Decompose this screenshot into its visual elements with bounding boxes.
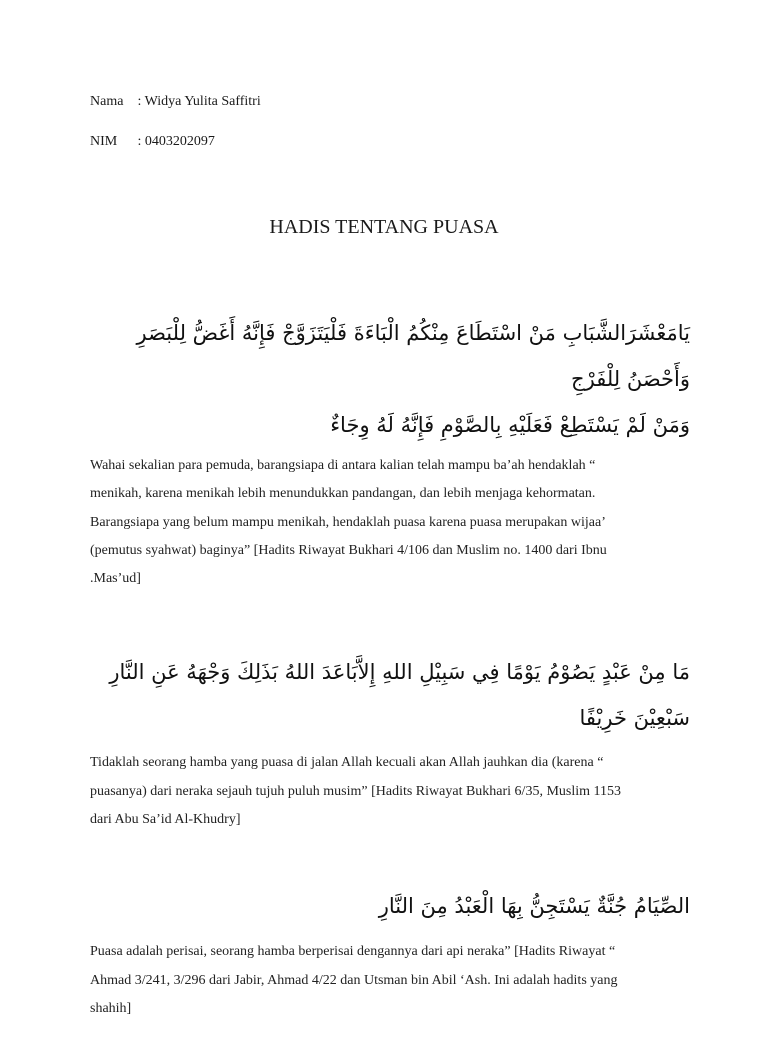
- translation-line: .Mas’ud]: [90, 571, 141, 587]
- nim-field: [90, 133, 698, 151]
- nim-value: : 0403202097: [137, 134, 215, 149]
- translation-block: [90, 938, 698, 1023]
- translation-line: Tidaklah seorang hamba yang puasa di jalan Allah kecuali akan Allah jauhkan dia (karena “: [90, 755, 604, 771]
- translation-line: dari Abu Sa’id Al-Khudry]: [90, 812, 241, 828]
- name-label: Nama: [90, 94, 124, 109]
- translation-line: Ahmad 3/241, 3/296 dari Jabir, Ahmad 4/22 dan Utsman bin Abil ‘Ash. Ini adalah hadits yang: [90, 972, 618, 988]
- translation-line: (pemutus syahwat) baginya” [Hadits Riwayat Bukhari 4/106 dan Muslim no. 1400 dari Ibnu: [90, 542, 607, 558]
- name-field: [90, 93, 698, 111]
- nim-label: NIM: [90, 134, 118, 149]
- arabic-text-block: [90, 883, 698, 929]
- translation-line: menikah, karena menikah lebih menundukkan pandangan, dan lebih menjaga kehormatan.: [90, 486, 596, 502]
- translation-line: Puasa adalah perisai, seorang hamba berperisai dengannya dari api neraka” [Hadits Riwayat “: [90, 944, 616, 960]
- arabic-text-block: [90, 649, 698, 741]
- translation-block: [90, 749, 698, 834]
- arabic-text-block: [90, 310, 698, 448]
- arabic-text-line: يَامَعْشَرَالشَّبَابِ مَنْ اسْتَطَاعَ مِنْكُمُ الْبَاءَةَ فَلْيَتَزَوَّجْ فَإِنَّهُ أَغَضُّ لِلْبَصَرِ وَأَحْصَنُ لِلْفَرْجِ: [136, 321, 690, 391]
- page-title: HADIS TENTANG PUASA: [269, 216, 499, 238]
- name-value: : Widya Yulita Saffitri: [137, 94, 261, 109]
- translation-line: Wahai sekalian para pemuda, barangsiapa di antara kalian telah mampu ba’ah hendaklah “: [90, 458, 596, 473]
- arabic-text-line: مَا مِنْ عَبْدٍ يَصُوْمُ يَوْمًا فِي سَبِيْلِ اللهِ إِلاَّبَاعَدَ اللهُ بَذَلِكَ وَجْهَهُ عَنِ النَّارِ سَبْعِيْنَ خَرِيْفًا: [109, 660, 690, 731]
- translation-line: puasanya) dari neraka sejauh tujuh puluh musim” [Hadits Riwayat Bukhari 6/35, Muslim 1153: [90, 783, 621, 799]
- arabic-text-line: وَمَنْ لَمْ يَسْتَطِعْ فَعَلَيْهِ بِالصَّوْمِ فَإِنَّهُ لَهُ وِجَاءٌ: [330, 413, 690, 437]
- translation-line: shahih]: [90, 1000, 132, 1016]
- arabic-text-line: الصِّيَامُ جُنَّةٌ يَسْتَجِنُّ بِهَا الْعَبْدُ مِنَ النَّارِ: [378, 894, 690, 919]
- translation-block: [90, 452, 698, 593]
- translation-line: Barangsiapa yang belum mampu menikah, hendaklah puasa karena puasa merupakan wijaa’: [90, 514, 606, 530]
